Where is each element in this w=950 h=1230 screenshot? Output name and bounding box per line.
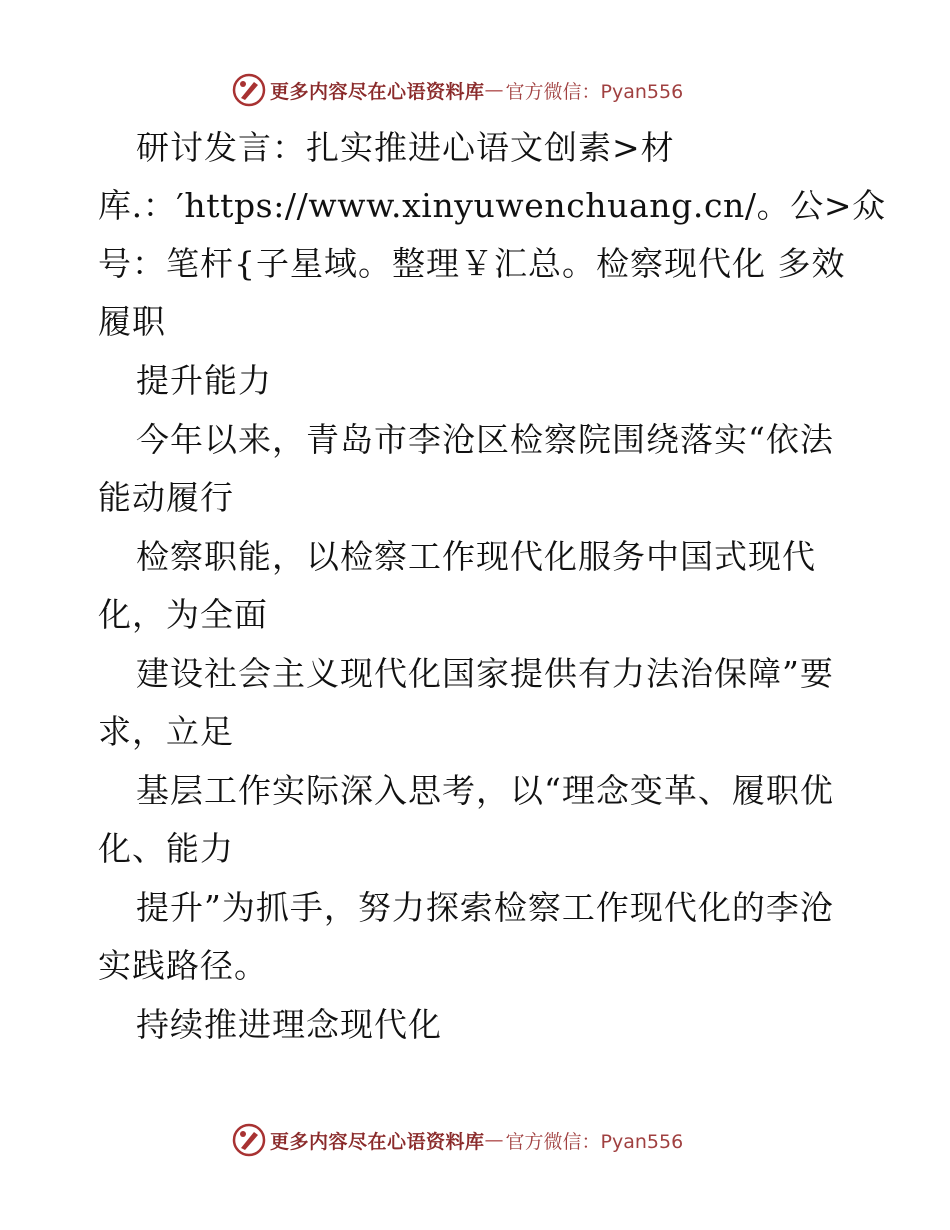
banner-separator: — bbox=[484, 79, 504, 101]
brand-logo-icon bbox=[232, 1123, 266, 1157]
banner-contact: 官方微信：Pyan556 bbox=[505, 1130, 684, 1153]
banner-title: 更多内容尽在心语资料库 bbox=[270, 80, 485, 103]
text-line: 建设社会主义现代化国家提供有力法治保障”要 bbox=[136, 654, 834, 693]
header-watermark-banner bbox=[232, 72, 752, 108]
banner-separator: — bbox=[484, 1129, 504, 1151]
text-line: 研讨发言：扎实推进心语文创素>材 bbox=[136, 128, 675, 167]
text-line: 化，为全面 bbox=[98, 595, 268, 634]
footer-watermark-banner bbox=[232, 1122, 752, 1158]
text-line: 提升能力 bbox=[136, 361, 272, 400]
text-line: 持续推进理念现代化 bbox=[136, 1005, 442, 1044]
banner-contact: 官方微信：Pyan556 bbox=[505, 80, 684, 103]
text-line: 库.：′https://www.xinyuwenchuang.cn/。公>众 bbox=[98, 186, 886, 225]
banner-title: 更多内容尽在心语资料库 bbox=[270, 1130, 485, 1153]
text-line: 履职 bbox=[98, 302, 166, 341]
text-line: 检察职能，以检察工作现代化服务中国式现代 bbox=[136, 537, 816, 576]
text-line: 号：笔杆{子星域。整理￥汇总。检察现代化 多效 bbox=[98, 244, 846, 283]
text-line: 求，立足 bbox=[98, 712, 234, 751]
text-line: 能动履行 bbox=[98, 478, 234, 517]
brand-logo-icon bbox=[232, 73, 266, 107]
text-line: 今年以来，青岛市李沧区检察院围绕落实“依法 bbox=[136, 420, 834, 459]
text-line: 基层工作实际深入思考，以“理念变革、履职优 bbox=[136, 771, 834, 810]
text-line: 化、能力 bbox=[98, 829, 234, 868]
text-line: 实践路径。 bbox=[98, 946, 268, 985]
text-line: 提升”为抓手，努力探索检察工作现代化的李沧 bbox=[136, 888, 834, 927]
